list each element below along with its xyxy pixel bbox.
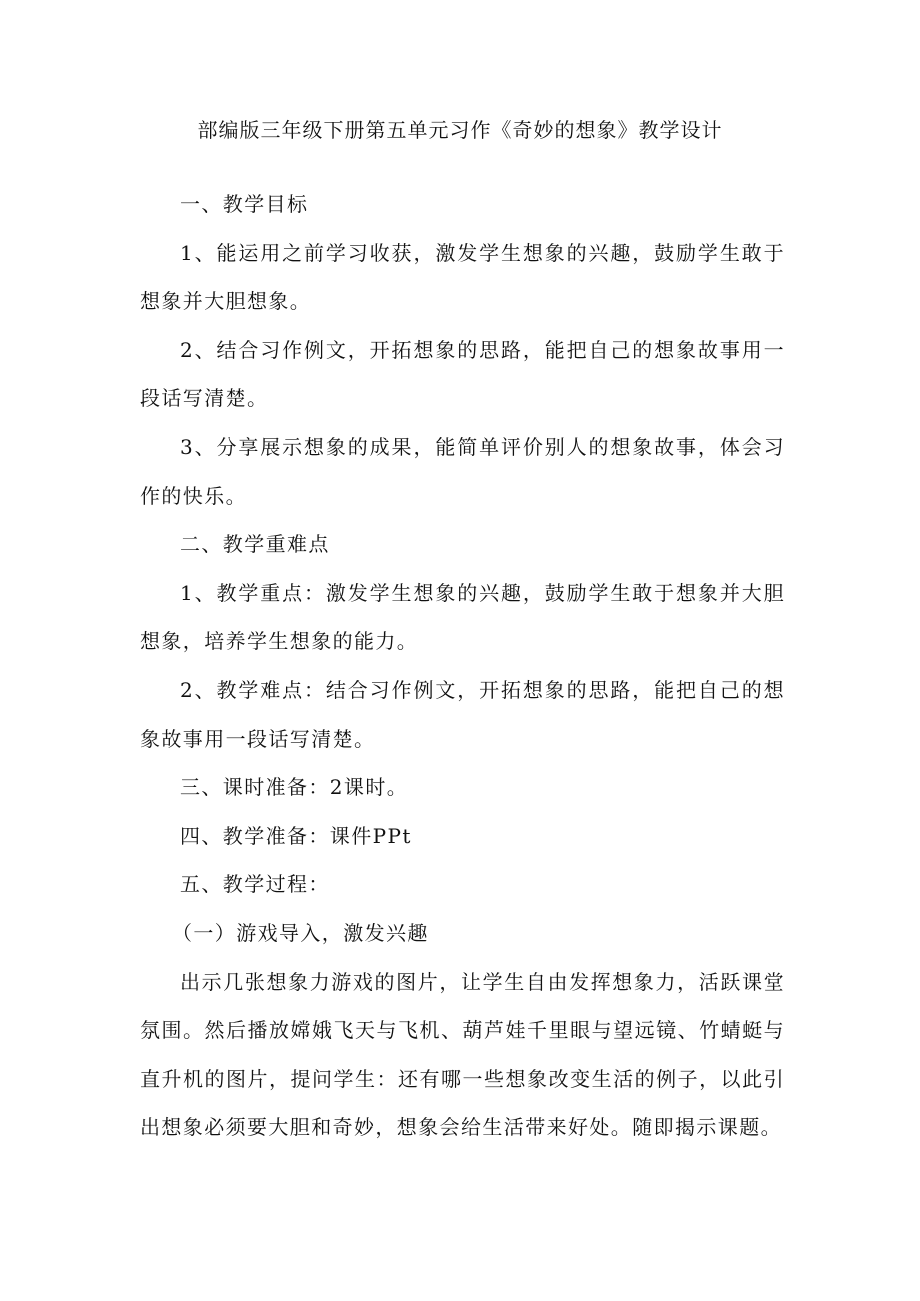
document-body [140,180,785,1152]
document-title: 部编版三年级下册第五单元习作《奇妙的想象》教学设计 [197,118,723,142]
heading-teaching-goals: 一、教学目标 [180,192,309,216]
heading-teaching-process: 五、教学过程： [180,872,330,897]
goal-item-3: 3、分享展示想象的成果，能简单评价别人的想象故事，体会习作的快乐。 [140,434,785,508]
goal-item-1: 1、能运用之前学习收获，激发学生想象的兴趣，鼓励学生敢于想象并大胆想象。 [140,240,785,314]
key-point-item-1: 1、教学重点：激发学生想象的兴趣，鼓励学生敢于想象并大胆想象，培养学生想象的能力。 [140,580,785,654]
key-point-item-2: 2、教学难点：结合习作例文，开拓想象的思路，能把自己的想象故事用一段话写清楚。 [140,677,785,751]
heading-class-hours: 三、课时准备：2课时。 [180,775,409,800]
heading-teaching-prep: 四、教学准备：课件PPt [180,823,412,848]
process-paragraph: 出示几张想象力游戏的图片，让学生自由发挥想象力，活跃课堂氛围。然后播放嫦娥飞天与飞机、葫芦娃千里眼与望远镜、竹蜻蜓与直升机的图片，提问学生：还有哪一些想象改变生活的例子，以此引出想象必须要大胆和奇妙，想象会给生活带来好处。随即揭示课题。 [140,969,785,1140]
goal-item-2: 2、结合习作例文，开拓想象的思路，能把自己的想象故事用一段话写清楚。 [140,337,785,411]
subheading-game-intro: （一）游戏导入，激发兴趣 [172,920,429,945]
heading-key-points: 二、教学重难点 [180,532,330,557]
